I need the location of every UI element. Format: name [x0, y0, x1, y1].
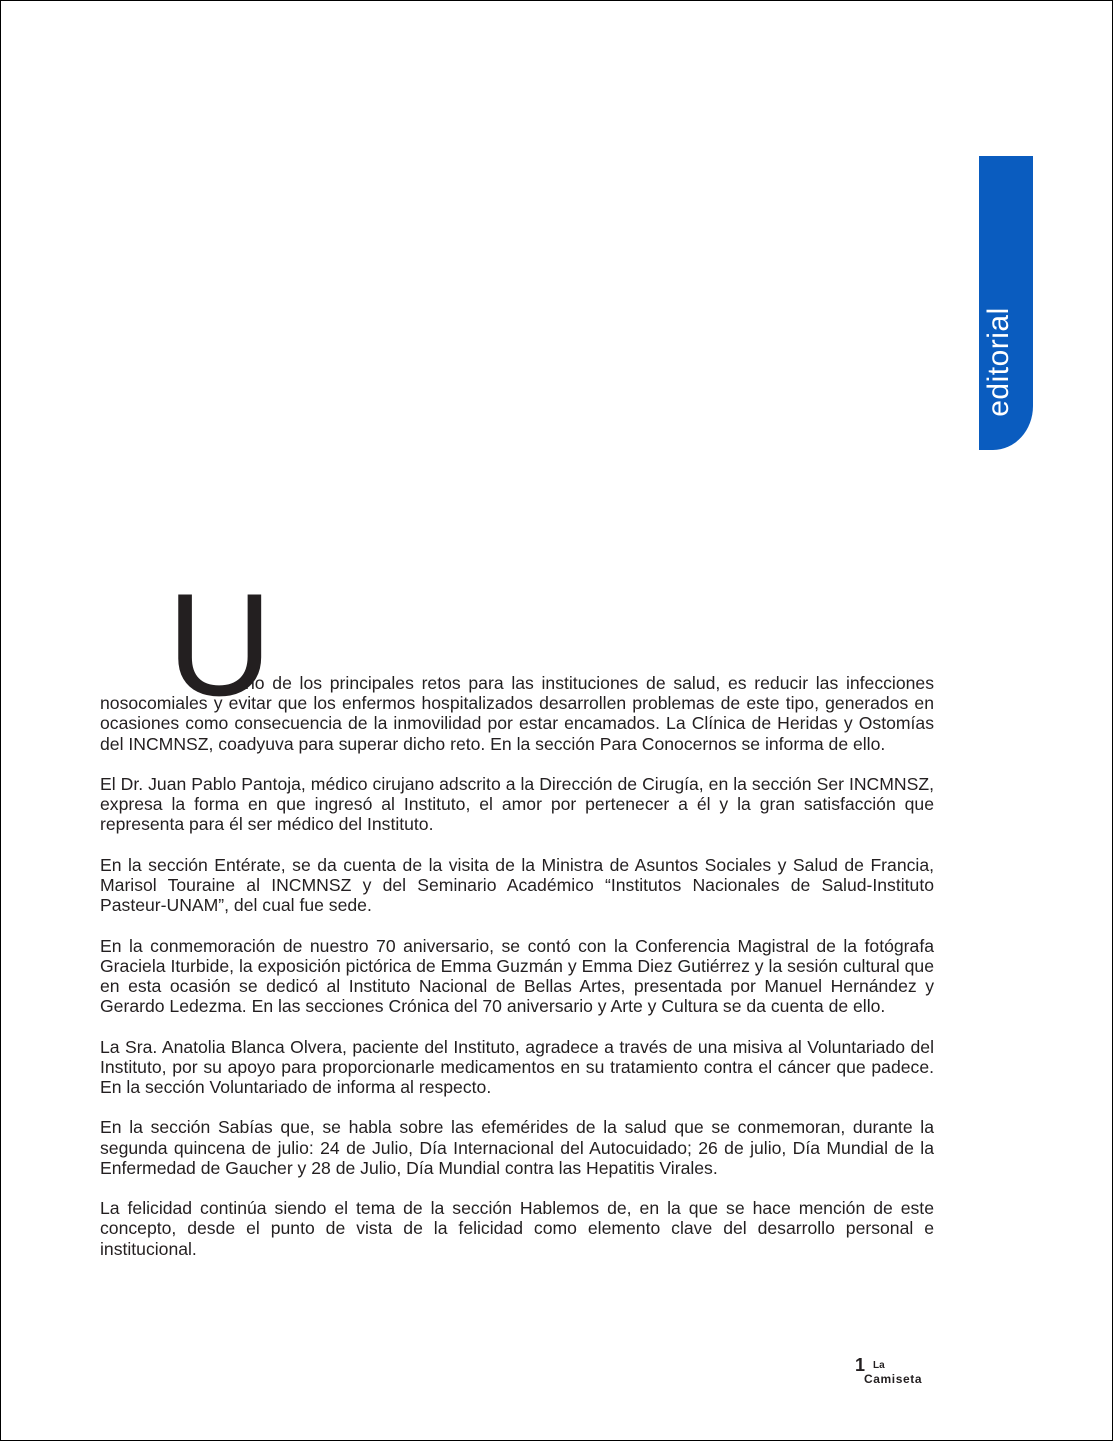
paragraph-2: El Dr. Juan Pablo Pantoja, médico cirujano adscrito a la Dirección de Cirugía, en la sección Ser INCMNSZ, expresa la forma en que ingresó al Instituto, el amor por pertenecer a él y la gran satisfacción que representa para él ser médico del Instituto. [100, 774, 934, 835]
publication-name-line2: Camiseta [864, 1372, 923, 1386]
article-body [100, 673, 934, 1279]
paragraph-7: La felicidad continúa siendo el tema de la sección Hablemos de, en la que se hace mención de este concepto, desde el punto de vista de la felicidad como elemento clave del desarrollo personal e institucional. [100, 1198, 934, 1259]
page-footer [855, 1356, 935, 1386]
paragraph-6: En la sección Sabías que, se habla sobre las efemérides de la salud que se conmemoran, durante la segunda quincena de julio: 24 de Julio, Día Internacional del Autocuidado; 26 de julio, Día Mundial de la Enfermedad de Gaucher y 28 de Julio, Día Mundial contra las Hepatitis Virales. [100, 1117, 934, 1178]
section-tab-label: editorial [982, 307, 1015, 417]
drop-cap: U [167, 563, 273, 726]
publication-name-line1: La [873, 1360, 885, 1371]
paragraph-5: La Sra. Anatolia Blanca Olvera, paciente del Instituto, agradece a través de una misiva al Voluntariado del Instituto, por su apoyo para proporcionarle medicamentos en su tratamiento contra el cáncer que padece. En la sección Voluntariado de informa al respecto. [100, 1036, 934, 1097]
paragraph-1: no de los principales retos para las instituciones de salud, es reducir las infecciones nosocomiales y evitar que los enfermos hospitalizados desarrollen problemas de este tipo, generados en ocasiones como consecuencia de la inmovilidad por estar encamados. La Clínica de Heridas y Ostomías del INCMNSZ, coadyuva para superar dicho reto. En la sección Para Conocernos se informa de ello. [100, 673, 934, 754]
paragraph-3: En la sección Entérate, se da cuenta de la visita de la Ministra de Asuntos Sociales y Salud de Francia, Marisol Touraine al INCMNSZ y del Seminario Académico “Institutos Nacionales de Salud-Instituto Pasteur-UNAM”, del cual fue sede. [100, 854, 934, 916]
page-number: 1 [855, 1355, 866, 1375]
paragraph-4: En la conmemoración de nuestro 70 aniversario, se contó con la Conferencia Magistral de la fotógrafa Graciela Iturbide, la exposición pictórica de Emma Guzmán y Emma Diez Gutiérrez y la sesión cultural que en esta ocasión se dedicó al Instituto Nacional de Bellas Artes, presentada por Manuel Hernández y Gerardo Ledezma. En las secciones Crónica del 70 aniversario y Arte y Cultura se da cuenta de ello. [100, 935, 934, 1017]
